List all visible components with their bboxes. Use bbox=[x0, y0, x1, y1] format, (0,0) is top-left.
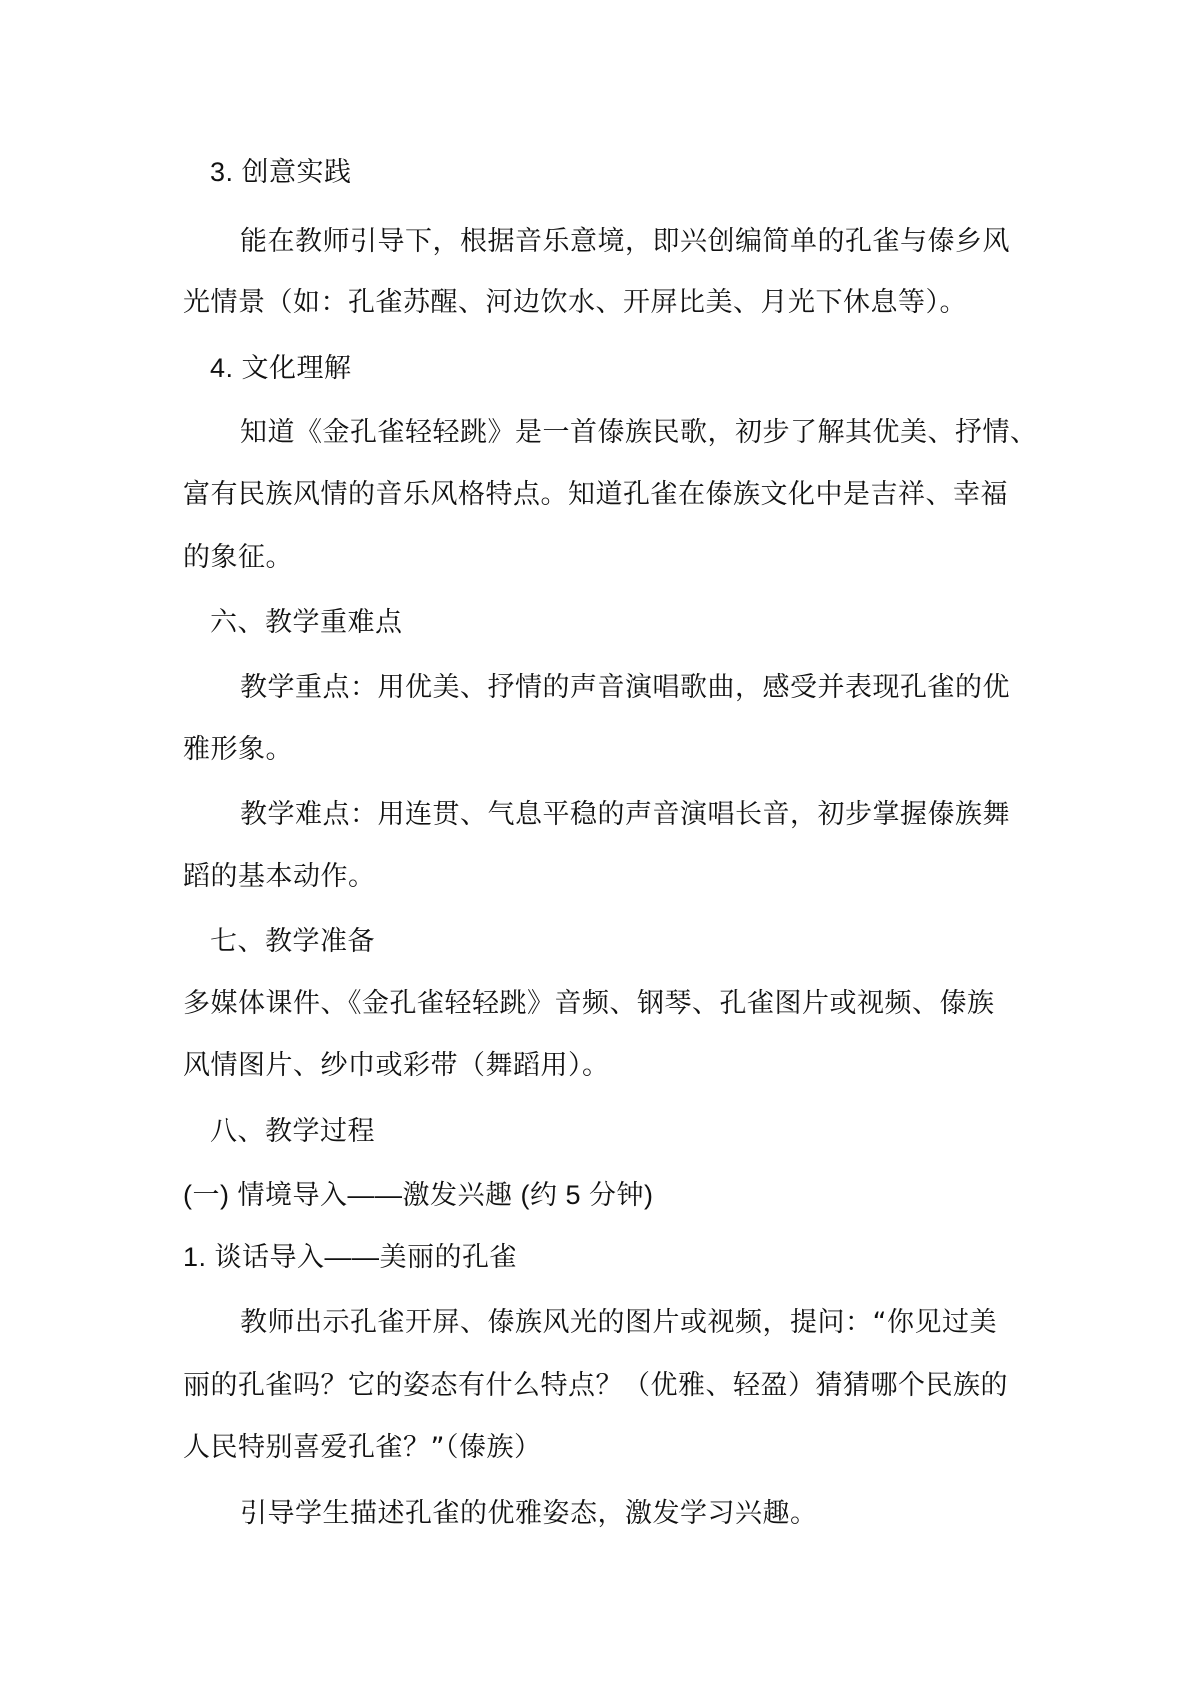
subsection-heading-situation-intro: (一) 情境导入——激发兴趣 (约 5 分钟) bbox=[183, 1180, 654, 1210]
paragraph-line: 教师出示孔雀开屏、傣族风光的图片或视频，提问：“你见过美 bbox=[240, 1307, 997, 1338]
paragraph-line: 知道《金孔雀轻轻跳》是一首傣族民歌，初步了解其优美、抒情、 bbox=[240, 417, 1038, 448]
paragraph-line: 富有民族风情的音乐风格特点。知道孔雀在傣族文化中是吉祥、幸福 bbox=[183, 479, 1008, 510]
paragraph-line: 光情景（如：孔雀苏醒、河边饮水、开屏比美、月光下休息等）。 bbox=[183, 287, 967, 318]
paragraph-line: 风情图片、纱巾或彩带（舞蹈用）。 bbox=[183, 1050, 610, 1081]
section-heading-teaching-process: 八、教学过程 bbox=[210, 1116, 375, 1147]
paragraph-line: 人民特别喜爱孔雀？”（傣族） bbox=[183, 1432, 542, 1463]
paragraph-line: 教学难点：用连贯、气息平稳的声音演唱长音，初步掌握傣族舞 bbox=[240, 799, 1010, 830]
paragraph-line: 能在教师引导下，根据音乐意境，即兴创编简单的孔雀与傣乡风 bbox=[240, 226, 1010, 257]
paragraph-line: 丽的孔雀吗？它的姿态有什么特点？（优雅、轻盈）猜猜哪个民族的 bbox=[183, 1370, 1008, 1401]
paragraph-line: 蹈的基本动作。 bbox=[183, 861, 376, 892]
subsection-heading-cultural-understanding: 4. 文化理解 bbox=[210, 353, 352, 383]
paragraph-line: 引导学生描述孔雀的优雅姿态，激发学习兴趣。 bbox=[240, 1498, 818, 1529]
paragraph-line: 的象征。 bbox=[183, 542, 293, 573]
paragraph-line: 教学重点：用优美、抒情的声音演唱歌曲，感受并表现孔雀的优 bbox=[240, 672, 1010, 703]
section-heading-key-points: 六、教学重难点 bbox=[210, 607, 403, 638]
paragraph-line: 多媒体课件、《金孔雀轻轻跳》音频、钢琴、孔雀图片或视频、傣族 bbox=[183, 988, 995, 1019]
subsection-heading-talk-intro: 1. 谈话导入——美丽的孔雀 bbox=[183, 1242, 518, 1272]
subsection-heading-creative-practice: 3. 创意实践 bbox=[210, 157, 352, 187]
paragraph-line: 雅形象。 bbox=[183, 734, 293, 765]
section-heading-preparation: 七、教学准备 bbox=[210, 926, 375, 957]
